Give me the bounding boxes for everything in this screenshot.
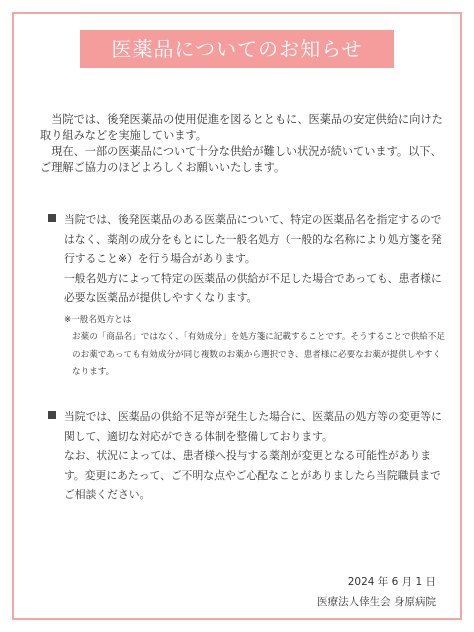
- footer-date: 2024 年 6 月 1 日: [347, 576, 436, 588]
- section-text: なお、状況によっては、患者様へ投与する薬剤が変更となる可能性があります。変更にあたって、ご不明な点やご心配なことがありましたら当院職員までご相談ください。: [64, 449, 441, 501]
- footnote-body: お薬の「商品名」ではなく、「有効成分」を処方箋に記載することです。そうすることで供給不足のお薬であっても有効成分が同じ複数のお薬から選択でき、患者様に必要なお薬が提供しやすくなります。: [72, 332, 445, 377]
- footnote-title: ※一般名処方とは: [64, 314, 132, 325]
- footer: [317, 572, 436, 612]
- footer-organization: 医療法人倖生会 身原病院: [317, 596, 436, 608]
- section-text: 一般名処方によって特定の医薬品の供給が不足した場合であっても、患者様に必要な医薬品が提供しやすくなります。: [64, 271, 442, 304]
- section-text: 当院では、後発医薬品のある医薬品について、特定の医薬品名を指定するのではなく、薬剤の成分をもとにした一般名処方（一般的な名称により処方箋を発行すること※）を行う場合があります。: [64, 213, 442, 265]
- footnote: [64, 312, 448, 382]
- intro-block: [40, 112, 450, 176]
- square-bullet-icon: [48, 214, 56, 222]
- section-supply-shortage: [48, 407, 448, 505]
- section-text: 当院では、医薬品の供給不足等が発生した場合に、医薬品の処方等の変更等に関して、適切な対応ができる体制を整備しております。: [64, 410, 442, 443]
- section-generic-prescription: [48, 210, 448, 382]
- square-bullet-icon: [48, 411, 56, 419]
- page-title: 医薬品についてのお知らせ: [80, 30, 394, 68]
- section-body: [64, 407, 448, 505]
- intro-paragraph-1: 当院では、後発医薬品の使用促進を図るとともに、医薬品の安定供給に向けた取り組みなどを実施しています。: [40, 113, 443, 142]
- section-body: [64, 210, 448, 308]
- intro-paragraph-2: 現在、一部の医薬品について十分な供給が難しい状況が続いています。以下、ご理解ご協力のほどよろしくお願いいたします。: [40, 145, 442, 174]
